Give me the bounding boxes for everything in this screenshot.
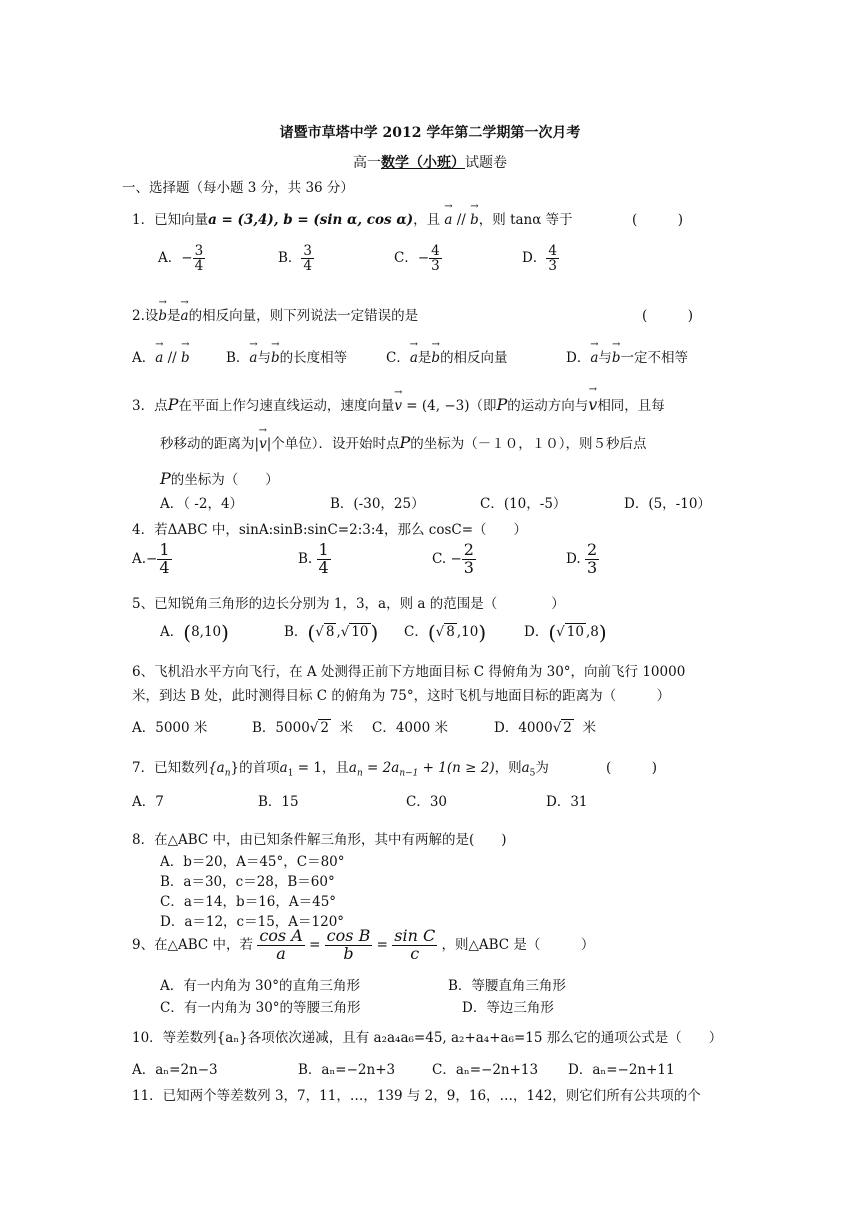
question-3-line-3	[160, 468, 279, 488]
option-tail: 一定不相等	[620, 350, 689, 366]
denominator: 4	[318, 557, 329, 577]
q7-option-a: A．7	[132, 794, 164, 810]
denominator: 3	[431, 258, 440, 275]
q1-vec-b-symbol: → b	[470, 212, 479, 228]
question-6-line-2: 米，到达 B 处，此时测得目标 C 的俯角为 75°，这时飞机与地面目标的距离为（ ）	[132, 688, 671, 704]
q1-end: ，则 tanα 等于	[478, 212, 573, 228]
vec-b: → b	[271, 350, 280, 366]
option-value: D．4000	[494, 720, 553, 736]
q3-text: 相同，且每	[597, 398, 665, 414]
point-p: P	[167, 395, 179, 414]
q2-tail: 的相反向量，则下列说法一定错误的是	[188, 308, 419, 324]
q8-option-d: D．a＝12，c＝15，A＝120°	[160, 914, 345, 930]
minus-sign: −	[450, 550, 462, 567]
q6-option-c: C．4000 米	[372, 720, 448, 736]
question-6-line-1: 6、飞机沿水平方向飞行，在 A 处测得正前下方地面目标 C 得俯角为 30°，向前飞行 10000	[132, 664, 686, 680]
q2-vec-a: → a	[181, 308, 189, 324]
option-label: B.	[298, 550, 313, 567]
section-heading: 一、选择题（每小题 3 分，共 36 分）	[122, 180, 354, 196]
denominator: 4	[159, 557, 170, 577]
vec-v: → v	[394, 398, 402, 414]
term: a	[279, 760, 288, 776]
option-label: B．	[278, 250, 302, 267]
numerator: 2	[463, 540, 474, 559]
q3-text: 在平面上作匀速直线运动，速度向量	[178, 398, 395, 414]
radicand: 8	[325, 624, 335, 640]
minus-sign: −	[417, 250, 430, 267]
question-3-line-2: 秒移动的距离为|→ v|个单位）．设开始时点P的坐标为（－１０，１０），则５秒后点	[160, 432, 647, 452]
minus-sign: −	[181, 250, 193, 267]
option-label: D．	[524, 624, 549, 640]
q1-vector-a: a = (3,4),	[208, 212, 284, 228]
recurrence: = 2a	[362, 760, 400, 776]
numerator: 1	[159, 540, 170, 559]
q7-bracket: ( )	[606, 760, 658, 776]
q1-prefix: 1．已知向量	[132, 212, 209, 228]
option-text: 与	[598, 350, 612, 366]
q8-option-c: C．a＝14，b＝16，A＝45°	[160, 894, 337, 910]
q5-option-a: A．(8,10)	[160, 620, 229, 645]
q4-option-a	[132, 542, 172, 577]
q2-bracket: ( )	[642, 308, 694, 324]
radicand: 10	[566, 624, 584, 640]
denominator: b	[343, 943, 354, 963]
vec-b: → b	[431, 350, 440, 366]
denominator: 4	[194, 258, 204, 275]
sequence: }	[230, 760, 240, 776]
question-11: 11．已知两个等差数列 3，7，11，…，139 与 2，9，16，…，142，则它们所有公共项的个	[132, 1088, 701, 1104]
term: a	[348, 760, 357, 776]
vec-a: → a	[249, 350, 257, 366]
q8-option-a: A．b＝20，A＝45°，C＝80°	[160, 854, 345, 870]
q7-option-c: C．30	[406, 794, 448, 810]
q9-text: ，则△ABC 是（ ）	[441, 936, 595, 953]
q3-text: （即	[469, 398, 497, 414]
subscript: 5	[529, 768, 536, 779]
denominator: 3	[463, 557, 474, 577]
option-label: C．	[394, 250, 418, 267]
q3-text: 秒移动的距离为	[160, 436, 255, 452]
q10-option-b: B．aₙ=−2n+3	[298, 1062, 396, 1078]
point-p: P	[496, 395, 508, 414]
vec-a: → a	[590, 350, 598, 366]
q5-option-c: C．(√ 8 ,10)	[404, 620, 487, 645]
q4-option-b	[298, 542, 331, 577]
option-tail: 的长度相等	[279, 350, 348, 366]
q1-option-c	[394, 244, 442, 273]
q9-text: 9、在△ABC 中，若	[132, 936, 254, 953]
subtitle-suffix: 试题卷	[465, 155, 507, 171]
option-label: C．	[404, 624, 428, 640]
question-9	[132, 928, 594, 963]
q3-text: 个单位）．设开始时点	[271, 436, 400, 452]
q2-options	[132, 346, 190, 366]
question-3-line-1	[132, 394, 665, 414]
option-label: C.	[432, 550, 447, 567]
q4-option-c	[432, 542, 476, 577]
option-label: A．	[160, 624, 184, 640]
radicand: 2	[563, 720, 572, 736]
q9-option-b: B．等腰直角三角形	[448, 978, 566, 994]
subscript: n−1	[399, 768, 419, 779]
denominator: a	[276, 943, 286, 963]
equals-sign: =	[376, 936, 388, 953]
q1-option-b	[278, 244, 314, 273]
numerator: 3	[194, 243, 204, 259]
q8-option-b: B．a＝30，c＝28，B＝60°	[160, 874, 335, 890]
q7-text: 的首项	[239, 760, 280, 776]
sequence: {a	[208, 760, 225, 776]
q2-prefix: 2.设	[132, 308, 159, 324]
q7-text: 7．已知数列	[132, 760, 209, 776]
q4-option-d	[566, 542, 599, 577]
q3-text: 3．点	[132, 398, 168, 414]
numerator: 3	[303, 243, 313, 259]
option-label: C．	[386, 350, 410, 366]
exam-subtitle	[0, 152, 860, 172]
option-value: B．5000	[252, 720, 310, 736]
q3-text: 的坐标为（ ）	[170, 472, 279, 488]
q2-option-b	[226, 346, 347, 366]
subscript: n	[356, 768, 363, 779]
option-label: B．	[226, 350, 250, 366]
option-label: A.	[132, 550, 147, 567]
q7-option-b: B．15	[258, 794, 299, 810]
q2-option-a-label: A．	[132, 350, 156, 366]
q2-option-d	[566, 346, 688, 366]
q3-option-a: A．（ -2，4）	[160, 496, 244, 512]
q5-option-b: B．(√ 8 ,√ 10 )	[284, 620, 379, 645]
q1-option-d	[522, 244, 559, 273]
option-text: 是	[417, 350, 432, 366]
option-tail: 的相反向量	[440, 350, 508, 366]
radicand: 2	[320, 720, 329, 736]
term: a	[521, 760, 530, 776]
q10-option-c: C．aₙ=−2n+13	[432, 1062, 539, 1078]
q1-vector-b: b = (sin α, cos α)	[283, 212, 414, 228]
question-8: 8．在△ABC 中，由已知条件解三角形，其中有两解的是( )	[132, 832, 507, 848]
q9-option-c: C．有一内角为 30°的等腰三角形	[160, 1000, 361, 1016]
option-label: A．	[158, 250, 182, 267]
q6-option-a: A．5000 米	[132, 720, 208, 736]
exam-title: 诸暨市草塔中学 2012 学年第二学期第一次月考	[279, 125, 581, 141]
point-p: P	[160, 469, 171, 488]
q1-option-a	[158, 244, 205, 273]
q7-text: 为	[535, 760, 549, 776]
q6-option-b: B．5000√ 2 米	[252, 720, 354, 736]
question-2	[132, 304, 418, 324]
vec-v: → v	[259, 436, 267, 452]
q9-option-a: A．有一内角为 30°的直角三角形	[160, 978, 360, 994]
q3-option-c: C．(10，-5）	[480, 496, 567, 512]
option-label: D．	[566, 350, 591, 366]
q6-option-d: D．4000√ 2 米	[494, 720, 596, 736]
q5-option-d: D．(√ 10 ,8)	[524, 620, 607, 645]
option-text: 与	[257, 350, 271, 366]
radicand: 8	[446, 624, 455, 640]
vec-a: → a	[410, 350, 418, 366]
point-p: P	[399, 433, 411, 452]
q2-option-c	[386, 346, 508, 366]
subtitle-subject: 数学（小班）	[381, 155, 465, 171]
question-10: 10．等差数列{aₙ}各项依次递减，且有 a₂a₄a₆=45, a₂+a₄+a₆=15 那么它的通项公式是（ ）	[132, 1030, 723, 1046]
term-value: = 1	[293, 760, 322, 776]
numerator: 4	[548, 243, 557, 259]
q1-mid: ，且	[413, 212, 441, 228]
minus-sign: −	[146, 550, 158, 567]
question-5: 5、已知锐角三角形的边长分别为 1，3，a，则 a 的范围是（ ）	[132, 596, 565, 612]
q3-option-d: D．(5，-10）	[624, 496, 711, 512]
option-value: 8,10	[191, 624, 222, 640]
radicand: 10	[351, 624, 369, 640]
subscript: 1	[287, 768, 294, 779]
unit: 米	[582, 720, 596, 736]
q3-text: 的坐标为（－１０，１０），则５秒后点	[410, 436, 647, 452]
q3-velocity: = (4, −3)	[402, 398, 470, 414]
q7-text: ，且	[321, 760, 349, 776]
q1-bracket: ( )	[632, 212, 684, 228]
numerator: cos A	[259, 926, 303, 945]
numerator: 1	[318, 540, 329, 559]
q2-is: 是	[167, 308, 181, 324]
denominator: c	[410, 943, 420, 963]
q7-option-d: D．31	[546, 794, 588, 810]
denominator: 3	[586, 557, 598, 577]
q3-option-b: B．(-30，25）	[330, 496, 425, 512]
equals-sign: =	[309, 936, 321, 953]
q1-vec-a-symbol: → a	[444, 212, 452, 228]
q10-option-d: D．aₙ=−2n+11	[568, 1062, 675, 1078]
numerator: cos B	[326, 926, 371, 945]
subscript: n	[224, 768, 231, 779]
subtitle-prefix: 高一	[353, 155, 381, 171]
q3-text: 的运动方向与	[507, 398, 589, 414]
numerator: 2	[586, 540, 598, 559]
denominator: 4	[303, 258, 313, 275]
option-label: D.	[566, 550, 581, 567]
question-4: 4．若ΔABC 中，sinA:sinB:sinC=2:3:4，那么 cosC=（ ）	[132, 522, 528, 538]
option-value: ,10	[456, 624, 479, 640]
q2-vec-b: → b	[158, 308, 167, 324]
question-1: 1．已知向量a = (3,4), b = (sin α, cos α)，且 → a // → b，则 tanα 等于	[132, 208, 573, 228]
option-value: ,8	[585, 624, 599, 640]
parallel-sign: //	[167, 350, 177, 366]
vec-b: → b	[612, 350, 621, 366]
vec-b: → b	[181, 350, 190, 366]
recurrence: + 1(n ≥ 2)	[418, 760, 495, 776]
q9-option-d: D．等边三角形	[462, 1000, 554, 1016]
option-label: B．	[284, 624, 308, 640]
q10-option-a: A．aₙ=2n−3	[132, 1062, 218, 1078]
option-label: D．	[522, 250, 547, 267]
question-7	[132, 756, 549, 779]
unit: 米	[339, 720, 354, 736]
numerator: 4	[431, 243, 440, 259]
vec-a: → a	[155, 350, 163, 366]
denominator: 3	[548, 258, 557, 275]
numerator: sin C	[394, 926, 436, 945]
vec-v: → v	[588, 395, 597, 414]
q7-text: ，则	[494, 760, 522, 776]
